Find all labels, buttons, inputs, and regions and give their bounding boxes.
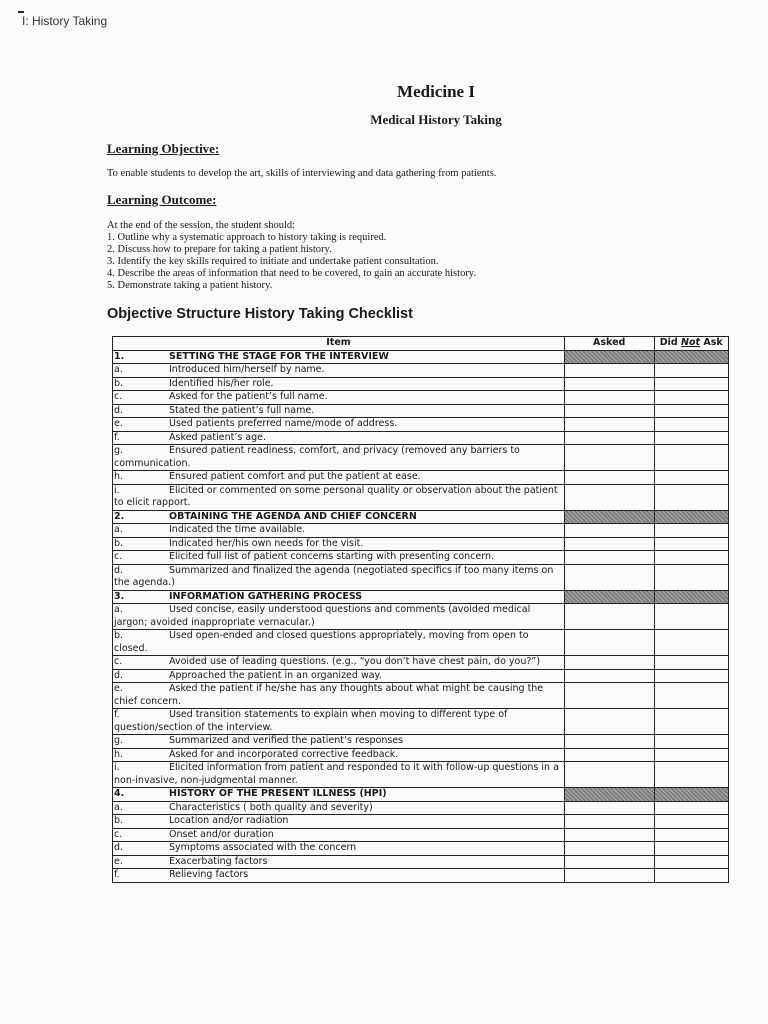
checklist-item-row — [113, 828, 729, 842]
checklist-item-cell — [113, 869, 565, 883]
did-not-ask-checkbox-cell[interactable] — [654, 564, 729, 590]
checklist-item-row — [113, 418, 729, 432]
learning-objective-heading: Learning Objective: — [107, 141, 220, 156]
did-label: Did — [659, 337, 682, 348]
checklist-header-row — [113, 337, 729, 351]
checklist-item-cell — [113, 828, 565, 842]
checklist-item-row — [113, 656, 729, 670]
asked-checkbox-cell[interactable] — [564, 630, 654, 656]
did-not-ask-checkbox-cell[interactable] — [654, 604, 729, 630]
checklist-item-label: i. — [114, 484, 120, 496]
checklist-item-row — [113, 471, 729, 485]
checklist-item-label: f. — [114, 869, 120, 880]
checklist-item-row — [113, 869, 729, 883]
did-not-ask-checkbox-cell — [654, 350, 729, 364]
checklist-item-text: Indicated her/his own needs for the visit. — [169, 537, 364, 549]
did-not-ask-checkbox-cell[interactable] — [654, 801, 729, 815]
checklist-item-text: Used patients preferred name/mode of address. — [169, 418, 398, 429]
asked-checkbox-cell[interactable] — [564, 551, 654, 565]
checklist-item-label: b. — [114, 537, 124, 549]
checklist-item-label: 3. — [114, 590, 125, 602]
checklist-item-text: Characteristics ( both quality and severity) — [169, 801, 373, 813]
checklist-item-label: d. — [114, 404, 124, 416]
did-not-ask-checkbox-cell[interactable] — [654, 431, 729, 445]
checklist-item-cell — [113, 524, 565, 538]
checklist-item-cell — [113, 364, 565, 378]
checklist-item-row — [113, 669, 729, 683]
checklist-item-text: Stated the patient’s full name. — [169, 404, 315, 416]
asked-checkbox-cell[interactable] — [564, 391, 654, 405]
did-not-ask-checkbox-cell[interactable] — [654, 364, 729, 378]
checklist-item-label: a. — [114, 801, 123, 813]
asked-checkbox-cell[interactable] — [564, 364, 654, 378]
checklist-item-row — [113, 709, 729, 735]
checklist-item-row — [113, 404, 729, 418]
asked-checkbox-cell[interactable] — [564, 537, 654, 551]
did-not-ask-checkbox-cell[interactable] — [654, 418, 729, 432]
ask-label: Ask — [700, 337, 723, 348]
did-not-ask-checkbox-cell[interactable] — [654, 445, 729, 471]
checklist-item-label: g. — [114, 735, 124, 746]
checklist-item-row — [113, 524, 729, 538]
checklist-item-row — [113, 801, 729, 815]
asked-checkbox-cell[interactable] — [564, 869, 654, 883]
checklist-item-label: b. — [114, 377, 124, 389]
checklist-item-cell — [113, 855, 565, 869]
checklist-item-label: f. — [114, 709, 120, 720]
checklist-item-text: Ensured patient readiness, comfort, and privacy (removed any barriers to communication. — [114, 445, 520, 469]
asked-checkbox-cell[interactable] — [564, 828, 654, 842]
learning-outcome-item: 5. Demonstrate taking a patient history. — [107, 280, 273, 291]
checklist-item-label: i. — [114, 762, 120, 773]
column-header-item: Item — [113, 337, 565, 351]
asked-checkbox-cell[interactable] — [564, 418, 654, 432]
did-not-ask-checkbox-cell[interactable] — [654, 484, 729, 510]
checklist-item-row — [113, 431, 729, 445]
checklist-item-cell — [113, 683, 565, 709]
checklist-item-label: d. — [114, 669, 124, 681]
checklist-item-row — [113, 391, 729, 405]
checklist-item-text: Introduced him/herself by name. — [169, 364, 325, 375]
checklist-section-row — [113, 350, 729, 364]
did-not-ask-checkbox-cell — [654, 590, 729, 604]
checklist-item-label: d. — [114, 564, 124, 576]
document-subtitle: Medical History Taking — [370, 112, 502, 127]
checklist-item-cell — [113, 815, 565, 829]
did-not-ask-checkbox-cell[interactable] — [654, 404, 729, 418]
checklist-item-text: Indicated the time available. — [169, 524, 306, 535]
asked-checkbox-cell[interactable] — [564, 855, 654, 869]
asked-checkbox-cell[interactable] — [564, 709, 654, 735]
did-not-ask-checkbox-cell[interactable] — [654, 524, 729, 538]
asked-checkbox-cell — [564, 510, 654, 524]
checklist-item-label: c. — [114, 828, 123, 840]
checklist-item-text: Asked for the patient’s full name. — [169, 391, 328, 402]
checklist-item-row — [113, 735, 729, 749]
did-not-ask-checkbox-cell[interactable] — [654, 855, 729, 869]
did-not-ask-checkbox-cell[interactable] — [654, 551, 729, 565]
asked-checkbox-cell — [564, 590, 654, 604]
checklist-item-cell — [113, 391, 565, 405]
checklist-item-text: Symptoms associated with the concern — [169, 842, 357, 853]
asked-checkbox-cell[interactable] — [564, 471, 654, 485]
checklist-item-cell — [113, 590, 565, 604]
learning-outcome-intro: At the end of the session, the student should: — [107, 220, 296, 231]
checklist-item-row — [113, 445, 729, 471]
not-label: Not — [681, 337, 701, 348]
checklist-item-text: INFORMATION GATHERING PROCESS — [169, 590, 363, 602]
asked-checkbox-cell[interactable] — [564, 801, 654, 815]
checklist-item-text: Asked patient’s age. — [169, 431, 267, 443]
checklist-item-cell — [113, 669, 565, 683]
did-not-ask-checkbox-cell[interactable] — [654, 762, 729, 788]
checklist-item-cell — [113, 484, 565, 510]
did-not-ask-checkbox-cell[interactable] — [654, 630, 729, 656]
checklist-item-label: c. — [114, 551, 123, 562]
did-not-ask-checkbox-cell[interactable] — [654, 537, 729, 551]
checklist-item-text: Avoided use of leading questions. (e.g., “you don’t have chest pain, do you?”) — [169, 656, 541, 667]
learning-objective-text: To enable students to develop the art, skills of interviewing and data gathering from patients. — [107, 168, 497, 179]
checklist-item-cell — [113, 842, 565, 856]
checklist-item-cell — [113, 418, 565, 432]
checklist-item-cell — [113, 630, 565, 656]
did-not-ask-checkbox-cell[interactable] — [654, 377, 729, 391]
learning-outcome-item: 2. Discuss how to prepare for taking a patient history. — [107, 244, 332, 255]
did-not-ask-checkbox-cell[interactable] — [654, 669, 729, 683]
checklist-item-label: c. — [114, 391, 123, 402]
column-header-asked: Asked — [564, 337, 654, 351]
column-header-did-not-ask — [654, 337, 729, 351]
did-not-ask-checkbox-cell — [654, 788, 729, 802]
did-not-ask-checkbox-cell[interactable] — [654, 828, 729, 842]
checklist-item-label: b. — [114, 815, 124, 826]
asked-checkbox-cell[interactable] — [564, 404, 654, 418]
checklist-item-row — [113, 604, 729, 630]
checklist-item-row — [113, 842, 729, 856]
checklist-item-label: a. — [114, 364, 123, 375]
checklist-item-text: Used open-ended and closed questions appropriately, moving from open to closed. — [114, 630, 529, 654]
checklist-section-row — [113, 788, 729, 802]
checklist-item-cell — [113, 709, 565, 735]
did-not-ask-checkbox-cell[interactable] — [654, 683, 729, 709]
checklist-item-text: Summarized and verified the patient’s responses — [169, 735, 404, 746]
asked-checkbox-cell[interactable] — [564, 656, 654, 670]
checklist-item-cell — [113, 471, 565, 485]
checklist-item-label: 1. — [114, 350, 125, 362]
asked-checkbox-cell[interactable] — [564, 524, 654, 538]
checklist-item-cell — [113, 604, 565, 630]
did-not-ask-checkbox-cell[interactable] — [654, 735, 729, 749]
checklist-item-cell — [113, 564, 565, 590]
checklist-item-row — [113, 815, 729, 829]
checklist-item-cell — [113, 510, 565, 524]
checklist-item-text: Location and/or radiation — [169, 815, 289, 826]
checklist-item-label: b. — [114, 630, 124, 641]
page-header-note: I: History Taking — [22, 14, 108, 28]
checklist-item-cell — [113, 656, 565, 670]
asked-checkbox-cell[interactable] — [564, 564, 654, 590]
checklist-section-row — [113, 510, 729, 524]
checklist-item-text: Used transition statements to explain when moving to different type of question/section of the interview. — [114, 709, 508, 733]
learning-outcome-item: 3. Identify the key skills required to initiate and undertake patient consultation. — [107, 256, 439, 267]
document-title: Medicine I — [397, 82, 475, 101]
checklist-item-text: Ensured patient comfort and put the patient at ease. — [169, 471, 421, 482]
checklist-item-text: Approached the patient in an organized way. — [169, 669, 382, 681]
checklist-item-cell — [113, 431, 565, 445]
checklist-item-cell — [113, 445, 565, 471]
checklist-section-row — [113, 590, 729, 604]
checklist-item-label: e. — [114, 683, 123, 694]
checklist-item-cell — [113, 350, 565, 364]
checklist-item-text: Summarized and finalized the agenda (negotiated specifics if too many items on the agenda.) — [114, 564, 554, 588]
asked-checkbox-cell — [564, 788, 654, 802]
checklist-item-label: c. — [114, 656, 123, 667]
asked-checkbox-cell[interactable] — [564, 669, 654, 683]
asked-checkbox-cell[interactable] — [564, 683, 654, 709]
checklist-item-label: h. — [114, 471, 124, 482]
checklist-item-row — [113, 855, 729, 869]
checklist-item-text: Identified his/her role. — [169, 377, 274, 389]
checklist-item-cell — [113, 377, 565, 391]
did-not-ask-checkbox-cell[interactable] — [654, 471, 729, 485]
asked-checkbox-cell[interactable] — [564, 748, 654, 762]
checklist-item-text: Relieving factors — [169, 869, 249, 880]
checklist-item-text: Elicited or commented on some personal quality or observation about the patient to elicit rapport. — [114, 484, 558, 508]
checklist-item-cell — [113, 801, 565, 815]
did-not-ask-checkbox-cell[interactable] — [654, 842, 729, 856]
checklist-item-cell — [113, 788, 565, 802]
checklist-item-text: Exacerbating factors — [169, 855, 268, 867]
checklist-item-row — [113, 748, 729, 762]
checklist-item-cell — [113, 551, 565, 565]
checklist-item-text: Used concise, easily understood questions and comments (avoided medical jargon; avoided inappropriate vernacular.) — [114, 604, 531, 628]
asked-checkbox-cell[interactable] — [564, 445, 654, 471]
checklist-item-text: HISTORY OF THE PRESENT ILLNESS (HPI) — [169, 788, 387, 799]
checklist-item-label: g. — [114, 445, 124, 456]
did-not-ask-checkbox-cell[interactable] — [654, 748, 729, 762]
checklist-item-cell — [113, 537, 565, 551]
asked-checkbox-cell[interactable] — [564, 842, 654, 856]
checklist-item-text: SETTING THE STAGE FOR THE INTERVIEW — [169, 350, 389, 362]
checklist-item-row — [113, 364, 729, 378]
learning-outcome-block — [107, 220, 476, 292]
checklist-item-text: OBTAINING THE AGENDA AND CHIEF CONCERN — [169, 510, 417, 522]
checklist-item-text: Asked for and incorporated corrective feedback. — [169, 748, 399, 760]
asked-checkbox-cell[interactable] — [564, 431, 654, 445]
did-not-ask-checkbox-cell — [654, 510, 729, 524]
checklist-item-label: a. — [114, 524, 123, 535]
did-not-ask-checkbox-cell[interactable] — [654, 391, 729, 405]
checklist-item-label: 4. — [114, 788, 125, 799]
checklist-item-label: h. — [114, 748, 124, 760]
checklist-item-text: Elicited full list of patient concerns starting with presenting concern. — [169, 551, 494, 562]
learning-outcome-item: 4. Describe the areas of information that need to be covered, to gain an accurate history. — [107, 268, 477, 279]
checklist-item-row — [113, 537, 729, 551]
did-not-ask-checkbox-cell[interactable] — [654, 869, 729, 883]
checklist-item-label: f. — [114, 431, 120, 443]
asked-checkbox-cell[interactable] — [564, 377, 654, 391]
learning-outcome-list — [107, 232, 476, 292]
did-not-ask-checkbox-cell[interactable] — [654, 656, 729, 670]
checklist-item-text: Onset and/or duration — [169, 828, 274, 840]
checklist-body — [113, 350, 729, 882]
checklist-item-cell — [113, 762, 565, 788]
checklist-item-label: e. — [114, 418, 123, 429]
checklist-item-row — [113, 551, 729, 565]
checklist-item-label: a. — [114, 604, 123, 615]
asked-checkbox-cell[interactable] — [564, 815, 654, 829]
checklist-title: Objective Structure History Taking Checklist — [107, 306, 413, 322]
checklist-item-label: 2. — [114, 510, 125, 522]
checklist-item-row — [113, 630, 729, 656]
learning-outcome-heading: Learning Outcome: — [107, 192, 217, 207]
checklist-item-text: Asked the patient if he/she has any thoughts about what might be causing the chief concern. — [114, 683, 544, 707]
checklist-item-cell — [113, 748, 565, 762]
checklist-item-label: d. — [114, 842, 124, 853]
checklist-item-row — [113, 564, 729, 590]
asked-checkbox-cell[interactable] — [564, 604, 654, 630]
checklist-item-text: Elicited information from patient and responded to it with follow-up questions in a non-invasive, non-judgmental manner. — [114, 762, 559, 786]
checklist-item-cell — [113, 735, 565, 749]
history-taking-checklist-table — [112, 336, 729, 883]
checklist-item-cell — [113, 404, 565, 418]
learning-outcome-item: 1. Outline why a systematic approach to history taking is required. — [107, 232, 387, 243]
checklist-item-row — [113, 683, 729, 709]
checklist-item-row — [113, 377, 729, 391]
asked-checkbox-cell[interactable] — [564, 735, 654, 749]
checklist-item-row — [113, 484, 729, 510]
did-not-ask-checkbox-cell[interactable] — [654, 709, 729, 735]
checklist-item-label: e. — [114, 855, 123, 867]
checklist-item-row — [113, 762, 729, 788]
asked-checkbox-cell — [564, 350, 654, 364]
asked-checkbox-cell[interactable] — [564, 484, 654, 510]
did-not-ask-checkbox-cell[interactable] — [654, 815, 729, 829]
asked-checkbox-cell[interactable] — [564, 762, 654, 788]
